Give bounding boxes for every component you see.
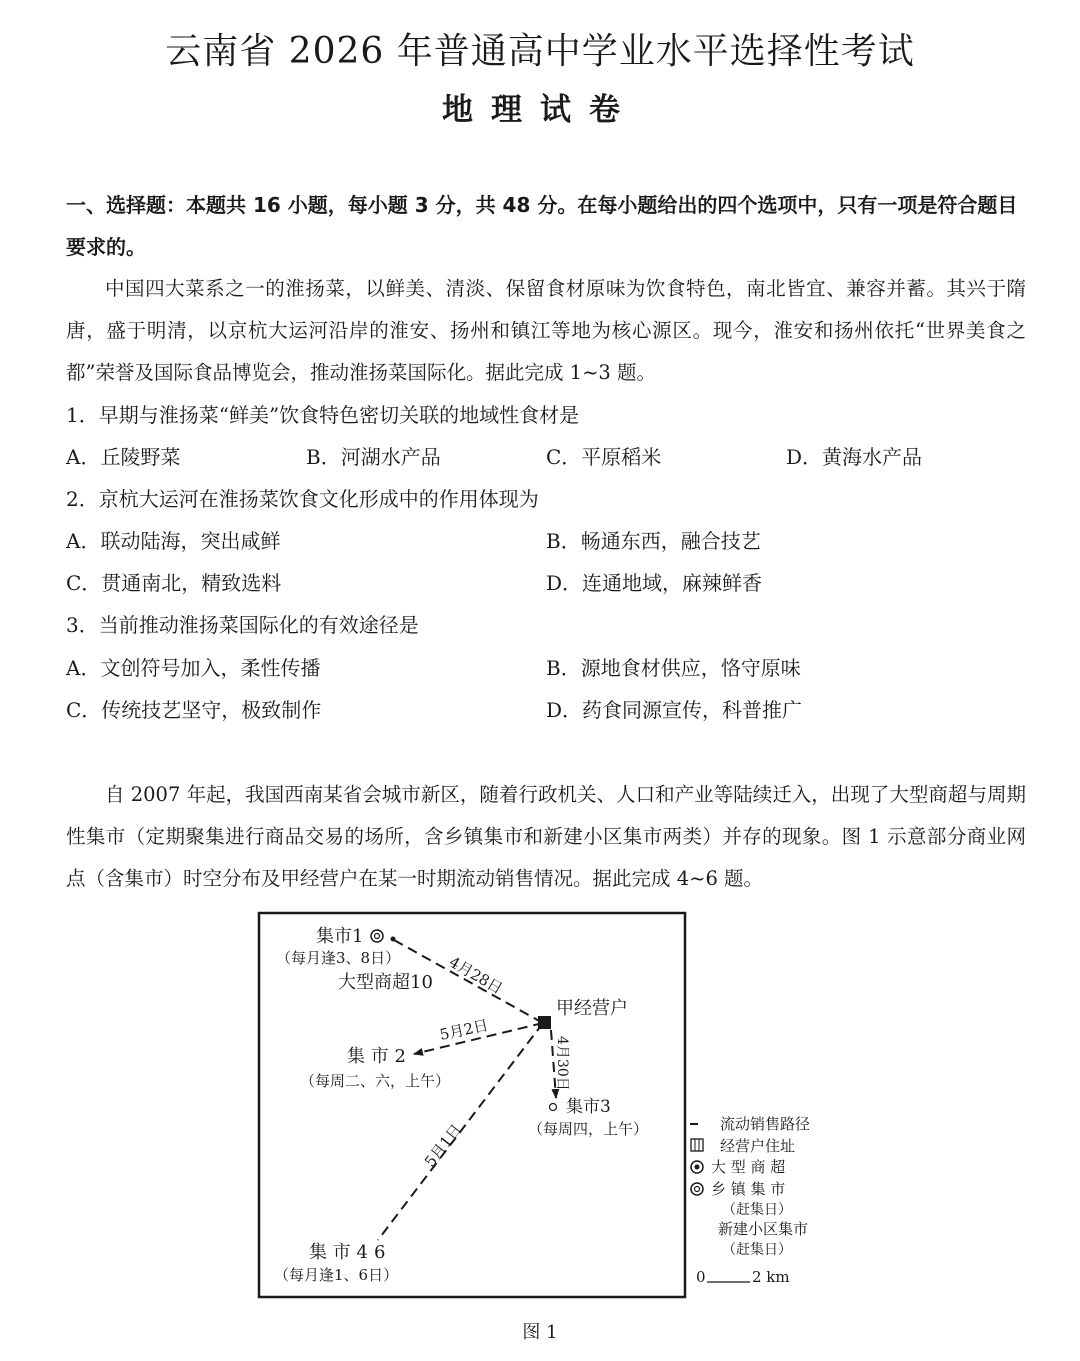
market-2-schedule: （每周二、六，上午）	[300, 1072, 451, 1090]
town-market-legend-icon	[691, 1183, 703, 1195]
market-4-digit: 6	[374, 1242, 386, 1263]
question-2-option-d: D．连通地域，麻辣鲜香	[546, 571, 763, 595]
question-3-stem: 3．当前推动淮扬菜国际化的有效途径是	[66, 613, 419, 637]
market-3-label: 集市3	[566, 1097, 611, 1117]
market-3-point	[550, 1104, 557, 1111]
market-1-label: 集市1	[316, 926, 364, 947]
legend-new-label: 新建小区集市	[718, 1220, 809, 1238]
figure-caption: 图 1	[522, 1322, 558, 1343]
route-may2-label: 5月2日	[438, 1016, 490, 1044]
question-3-option-b: B．源地食材供应，恪守原味	[546, 656, 801, 680]
mall-legend-icon	[691, 1161, 703, 1173]
question-3-option-d: D．药食同源宣传，科普推广	[546, 698, 803, 722]
exam-subtitle: 地理试卷	[442, 92, 638, 128]
question-1-option-b: B．河湖水产品	[306, 445, 441, 469]
route-may1-label: 5月1日	[420, 1120, 466, 1171]
legend-new-sub: （赶集日）	[722, 1242, 792, 1258]
question-3-option-a: A．文创符号加入，柔性传播	[66, 656, 321, 680]
question-1-option-a: A．丘陵野菜	[66, 445, 181, 469]
section-heading: 一、选择题：本题共 16 小题，每小题 3 分，共 48 分。在每小题给出的四个选项中，只有一项是符合题目要求的。	[66, 193, 1018, 259]
market-3-schedule: （每周四，上午）	[528, 1120, 649, 1138]
vendor-home-icon	[538, 1016, 551, 1029]
market-4-schedule: （每月逢1、6日）	[274, 1266, 399, 1284]
vendor-legend-icon	[691, 1139, 703, 1151]
market-1-point	[391, 937, 396, 942]
mall-label: 大型商超10	[338, 972, 433, 993]
question-1-option-d: D．黄海水产品	[786, 445, 923, 469]
exam-title: 云南省 2026 年普通高中学业水平选择性考试	[165, 31, 915, 72]
scale-value: 2 km	[752, 1268, 790, 1286]
market-4-label: 集 市 4	[309, 1242, 368, 1263]
question-1-option-c: C．平原稻米	[546, 445, 662, 469]
ring-icon	[371, 930, 383, 942]
figure-1-map	[256, 910, 846, 1302]
legend-town-sub: （赶集日）	[722, 1202, 792, 1218]
question-2-option-a: A．联动陆海，突出咸鲜	[66, 529, 281, 553]
route-apr30-label: 4月30日	[554, 1036, 570, 1091]
legend-vendor-label: 经营户住址	[720, 1137, 796, 1155]
vendor-label: 甲经营户	[556, 998, 628, 1019]
legend-mall-label: 大 型 商 超	[711, 1158, 786, 1176]
question-2-option-c: C．贯通南北，精致选料	[66, 571, 282, 595]
route-apr28-label: 4月28日	[446, 952, 506, 998]
passage-2: 自 2007 年起，我国西南某省会城市新区，随着行政机关、人口和产业等陆续迁入，出现了大型商超与周期性集市（定期聚集进行商品交易的场所，含乡镇集市和新建小区集市两类）并存的现象。图 1 示意部分商业网点（含集市）时空分布及甲经营户在某一时期流动销售情况。据此完成 4~6 题。	[66, 783, 1026, 890]
legend-town-label: 乡 镇 集 市	[711, 1180, 786, 1198]
market-1-schedule: （每月逢3、8日）	[276, 949, 401, 967]
market-2-label: 集 市 2	[347, 1046, 406, 1067]
question-2-stem: 2．京杭大运河在淮扬菜饮食文化形成中的作用体现为	[66, 487, 539, 511]
passage-1: 中国四大菜系之一的淮扬菜，以鲜美、清淡、保留食材原味为饮食特色，南北皆宜、兼容并蓄。其兴于隋唐，盛于明清，以京杭大运河沿岸的淮安、扬州和镇江等地为核心源区。现今，淮安和扬州依托“世界美食之都”荣誉及国际食品博览会，推动淮扬菜国际化。据此完成 1~3 题。	[66, 277, 1026, 384]
question-3-option-c: C．传统技艺坚守，极致制作	[66, 698, 322, 722]
legend-route-label: 流动销售路径	[720, 1115, 811, 1133]
question-1-stem: 1．早期与淮扬菜“鲜美”饮食特色密切关联的地域性食材是	[66, 403, 580, 427]
scale-zero: 0	[696, 1268, 706, 1286]
question-2-option-b: B．畅通东西，融合技艺	[546, 529, 761, 553]
